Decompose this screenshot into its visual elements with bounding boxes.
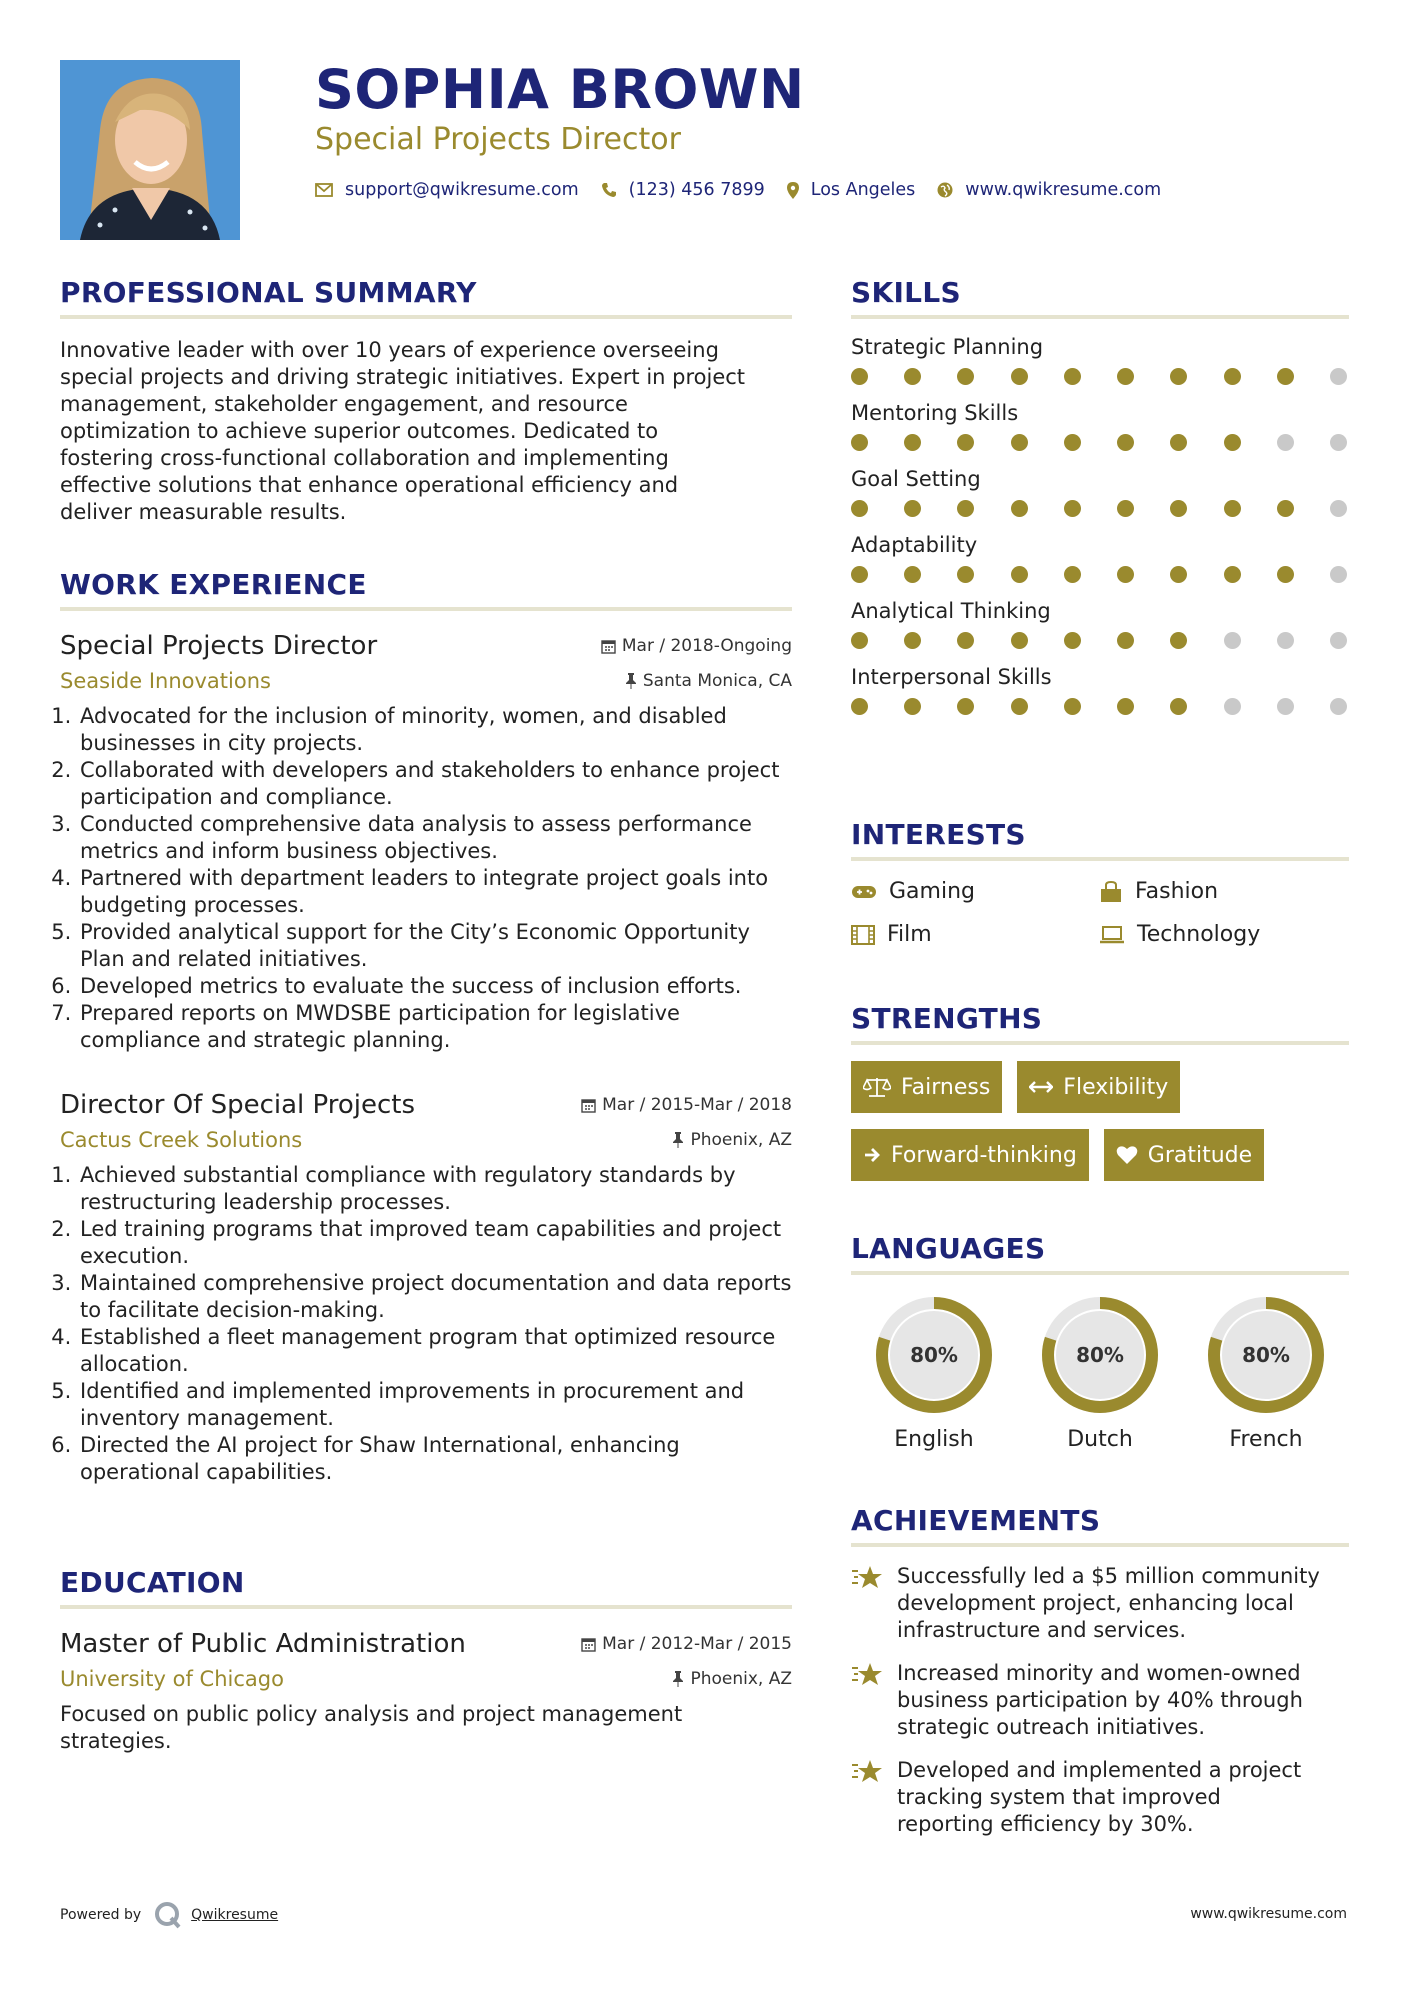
rating-dot-filled: [851, 566, 868, 583]
skill-item: [851, 599, 1349, 649]
rating-dot-filled: [1117, 698, 1134, 715]
pin-icon: [625, 673, 637, 689]
skill-rating: [851, 434, 1347, 451]
interest-film: Film: [851, 922, 1099, 947]
rating-dot-filled: [1224, 368, 1241, 385]
rating-dot-filled: [851, 632, 868, 649]
language-name: French: [1229, 1427, 1303, 1452]
rating-dot-filled: [957, 632, 974, 649]
summary-line: effective solutions that enhance operational efficiency and: [60, 473, 679, 497]
arrow-right-icon: [863, 1146, 881, 1164]
language-progress-ring: [1204, 1293, 1328, 1417]
list-item: 2. Collaborated with developers and stakeholders to enhance project participation and compliance.: [78, 757, 792, 811]
rating-dot-empty: [1277, 632, 1294, 649]
footer-website[interactable]: www.qwikresume.com: [1190, 1906, 1347, 1922]
skill-name: Mentoring Skills: [851, 401, 1019, 425]
education-location: Phoenix, AZ: [672, 1669, 792, 1689]
rating-dot-filled: [1064, 698, 1081, 715]
rating-dot-filled: [1277, 368, 1294, 385]
shopping-bag-icon: [1099, 881, 1123, 903]
rating-dot-empty: [1330, 566, 1347, 583]
languages-list: [851, 1293, 1349, 1452]
list-item: 4. Partnered with department leaders to integrate project goals into budgeting processes.: [78, 865, 792, 919]
rating-dot-filled: [1117, 632, 1134, 649]
skill-rating: [851, 632, 1347, 649]
rating-dot-filled: [1117, 500, 1134, 517]
rating-dot-empty: [1330, 698, 1347, 715]
rating-dot-empty: [1330, 368, 1347, 385]
list-item: 5. Identified and implemented improvements in procurement and inventory management.: [78, 1378, 792, 1432]
list-item: 1. Achieved substantial compliance with regulatory standards by restructuring leadership processes.: [78, 1162, 792, 1216]
summary-section: [60, 276, 792, 526]
list-item: 4. Established a fleet management program that optimized resource allocation.: [78, 1324, 792, 1378]
rating-dot-filled: [1224, 566, 1241, 583]
skill-item: [851, 401, 1349, 451]
contact-location[interactable]: [787, 180, 916, 200]
languages-section: [851, 1232, 1349, 1452]
phone-icon: [601, 182, 617, 198]
interest-technology: Technology: [1099, 922, 1347, 947]
rating-dot-filled: [1224, 500, 1241, 517]
rating-dot-filled: [1064, 566, 1081, 583]
footer-powered-by: Powered by Qwikresume: [60, 1900, 278, 1930]
skill-rating: [851, 698, 1347, 715]
experience-heading: WORK EXPERIENCE: [60, 568, 792, 611]
rating-dot-filled: [957, 434, 974, 451]
map-marker-icon: [787, 182, 799, 199]
envelope-icon: [315, 183, 333, 197]
languages-heading: LANGUAGES: [851, 1232, 1349, 1275]
achievement-item: Increased minority and women-owned business participation by 40% through strategic outreach initiatives.: [851, 1660, 1349, 1741]
language-item: [1183, 1293, 1349, 1452]
heart-icon: [1116, 1145, 1138, 1165]
gamepad-icon: [851, 884, 877, 900]
rating-dot-filled: [957, 500, 974, 517]
rating-dot-filled: [1064, 632, 1081, 649]
education-entry: [60, 1629, 792, 1755]
skill-name: Interpersonal Skills: [851, 665, 1052, 689]
degree-title: Master of Public Administration: [60, 1629, 466, 1659]
summary-line: Innovative leader with over 10 years of experience overseeing: [60, 338, 719, 362]
rating-dot-filled: [1117, 566, 1134, 583]
achievement-item: Developed and implemented a project tracking system that improved reporting efficiency by 30%.: [851, 1757, 1349, 1838]
list-item: 1. Advocated for the inclusion of minority, women, and disabled businesses in city projects.: [78, 703, 792, 757]
list-item: 5. Provided analytical support for the City’s Economic Opportunity Plan and related initiatives.: [78, 919, 792, 973]
rating-dot-filled: [1117, 368, 1134, 385]
rating-dot-filled: [1064, 368, 1081, 385]
job-title: Director Of Special Projects: [60, 1090, 416, 1120]
experience-section: [60, 568, 792, 1486]
skill-name: Adaptability: [851, 533, 978, 557]
candidate-title: Special Projects Director: [315, 122, 681, 157]
job-title: Special Projects Director: [60, 631, 378, 661]
skill-rating: [851, 500, 1347, 517]
strength-fairness: Fairness: [851, 1061, 1002, 1113]
job-date: Mar / 2018-Ongoing: [601, 636, 792, 656]
job-location: Phoenix, AZ: [672, 1130, 792, 1150]
rating-dot-empty: [1277, 698, 1294, 715]
rating-dot-filled: [1277, 566, 1294, 583]
rating-dot-filled: [904, 566, 921, 583]
brand-link[interactable]: Qwikresume: [191, 1907, 279, 1923]
education-heading: EDUCATION: [60, 1566, 792, 1609]
strength-flexibility: Flexibility: [1017, 1061, 1180, 1113]
rating-dot-filled: [1170, 566, 1187, 583]
skills-section: [851, 276, 1349, 715]
language-item: [1017, 1293, 1183, 1452]
rating-dot-filled: [1170, 698, 1187, 715]
contact-website[interactable]: [937, 180, 1161, 200]
rating-dot-empty: [1330, 434, 1347, 451]
rating-dot-filled: [904, 434, 921, 451]
language-progress-ring: [872, 1293, 996, 1417]
summary-line: special projects and driving strategic initiatives. Expert in project: [60, 365, 746, 389]
calendar-icon: [601, 639, 616, 654]
rating-dot-empty: [1224, 698, 1241, 715]
company-name: Cactus Creek Solutions: [60, 1128, 303, 1152]
language-item: [851, 1293, 1017, 1452]
rating-dot-filled: [1011, 434, 1028, 451]
skills-heading: SKILLS: [851, 276, 1349, 319]
contact-phone[interactable]: [601, 180, 765, 200]
rating-dot-filled: [1170, 632, 1187, 649]
skill-item: [851, 335, 1349, 385]
website-text: www.qwikresume.com: [965, 180, 1162, 200]
rating-dot-filled: [904, 500, 921, 517]
rating-dot-filled: [1170, 434, 1187, 451]
skills-list: [851, 335, 1349, 715]
rating-dot-filled: [1170, 368, 1187, 385]
job-entry: [60, 631, 792, 1054]
strength-gratitude: Gratitude: [1104, 1129, 1264, 1181]
email-text: support@qwikresume.com: [345, 180, 579, 200]
school-name: University of Chicago: [60, 1667, 284, 1691]
summary-heading: PROFESSIONAL SUMMARY: [60, 276, 792, 319]
rating-dot-filled: [1170, 500, 1187, 517]
list-item: 2. Led training programs that improved team capabilities and project execution.: [78, 1216, 792, 1270]
rating-dot-filled: [1011, 698, 1028, 715]
skill-item: [851, 665, 1349, 715]
skill-rating: [851, 368, 1347, 385]
strength-forward-thinking: Forward-thinking: [851, 1129, 1089, 1181]
candidate-name: SOPHIA BROWN: [315, 58, 805, 121]
education-description: Focused on public policy analysis and project management strategies.: [60, 1702, 683, 1753]
pin-icon: [672, 1671, 684, 1687]
list-item: 3. Conducted comprehensive data analysis to assess performance metrics and inform business objectives.: [78, 811, 792, 865]
list-item: 6. Directed the AI project for Shaw International, enhancing operational capabilities.: [78, 1432, 792, 1486]
rating-dot-empty: [1277, 434, 1294, 451]
profile-photo: [60, 60, 240, 240]
summary-line: fostering cross-functional collaboration and implementing: [60, 446, 669, 470]
globe-icon: [937, 182, 953, 198]
skill-name: Strategic Planning: [851, 335, 1044, 359]
rating-dot-filled: [851, 368, 868, 385]
language-name: Dutch: [1067, 1427, 1133, 1452]
education-section: [60, 1566, 792, 1755]
rating-dot-filled: [904, 632, 921, 649]
rating-dot-filled: [1011, 632, 1028, 649]
achievement-item: Successfully led a $5 million community development project, enhancing local infrastructure and services.: [851, 1563, 1349, 1644]
rating-dot-filled: [851, 698, 868, 715]
film-icon: [851, 925, 875, 945]
skill-item: [851, 467, 1349, 517]
skill-name: Analytical Thinking: [851, 599, 1051, 623]
rating-dot-filled: [851, 500, 868, 517]
rating-dot-empty: [1224, 632, 1241, 649]
rating-dot-filled: [1117, 434, 1134, 451]
job-entry: [60, 1090, 792, 1486]
contact-bar: [315, 180, 1183, 200]
interest-gaming: Gaming: [851, 879, 1099, 904]
rating-dot-filled: [904, 698, 921, 715]
skill-name: Goal Setting: [851, 467, 981, 491]
laptop-icon: [1099, 926, 1125, 944]
skill-rating: [851, 566, 1347, 583]
job-date: Mar / 2015-Mar / 2018: [581, 1095, 792, 1115]
language-progress-ring: [1038, 1293, 1162, 1417]
job-duties: [60, 1162, 792, 1486]
language-name: English: [894, 1427, 974, 1452]
rating-dot-filled: [851, 434, 868, 451]
summary-line: deliver measurable results.: [60, 500, 347, 524]
pin-icon: [672, 1132, 684, 1148]
summary-line: management, stakeholder engagement, and resource: [60, 392, 628, 416]
rating-dot-empty: [1330, 500, 1347, 517]
summary-text: [60, 337, 792, 526]
skill-item: [851, 533, 1349, 583]
balance-scale-icon: [863, 1076, 891, 1098]
job-location: Santa Monica, CA: [625, 671, 792, 691]
achievements-heading: ACHIEVEMENTS: [851, 1504, 1349, 1547]
rating-dot-filled: [1064, 434, 1081, 451]
strengths-heading: STRENGTHS: [851, 1002, 1349, 1045]
rating-dot-filled: [957, 566, 974, 583]
rating-dot-filled: [1277, 500, 1294, 517]
qwikresume-logo-icon: [153, 1900, 183, 1930]
list-item: 7. Prepared reports on MWDSBE participation for legislative compliance and strategic planning.: [78, 1000, 792, 1054]
star-icon: [851, 1759, 883, 1785]
phone-text: (123) 456 7899: [628, 180, 765, 200]
rating-dot-filled: [1224, 434, 1241, 451]
rating-dot-filled: [1011, 566, 1028, 583]
summary-line: optimization to achieve superior outcomes. Dedicated to: [60, 419, 659, 443]
interests-heading: INTERESTS: [851, 818, 1349, 861]
interest-fashion: Fashion: [1099, 879, 1347, 904]
strengths-section: [851, 1002, 1349, 1197]
calendar-icon: [581, 1637, 596, 1652]
star-icon: [851, 1565, 883, 1591]
achievements-section: [851, 1504, 1349, 1838]
company-name: Seaside Innovations: [60, 669, 271, 693]
location-text: Los Angeles: [810, 180, 916, 200]
rating-dot-filled: [957, 698, 974, 715]
star-icon: [851, 1662, 883, 1688]
arrows-horizontal-icon: [1029, 1080, 1053, 1094]
rating-dot-filled: [1011, 500, 1028, 517]
language-percent: 80%: [910, 1343, 958, 1367]
job-duties: [60, 703, 792, 1054]
rating-dot-filled: [1064, 500, 1081, 517]
language-percent: 80%: [1242, 1343, 1290, 1367]
rating-dot-filled: [957, 368, 974, 385]
education-date: Mar / 2012-Mar / 2015: [581, 1634, 792, 1654]
calendar-icon: [581, 1098, 596, 1113]
interests-section: [851, 818, 1349, 947]
list-item: 3. Maintained comprehensive project documentation and data reports to facilitate decision-making.: [78, 1270, 792, 1324]
language-percent: 80%: [1076, 1343, 1124, 1367]
list-item: 6. Developed metrics to evaluate the success of inclusion efforts.: [78, 973, 792, 1000]
contact-email[interactable]: [315, 180, 579, 200]
rating-dot-filled: [1011, 368, 1028, 385]
rating-dot-empty: [1330, 632, 1347, 649]
rating-dot-filled: [904, 368, 921, 385]
